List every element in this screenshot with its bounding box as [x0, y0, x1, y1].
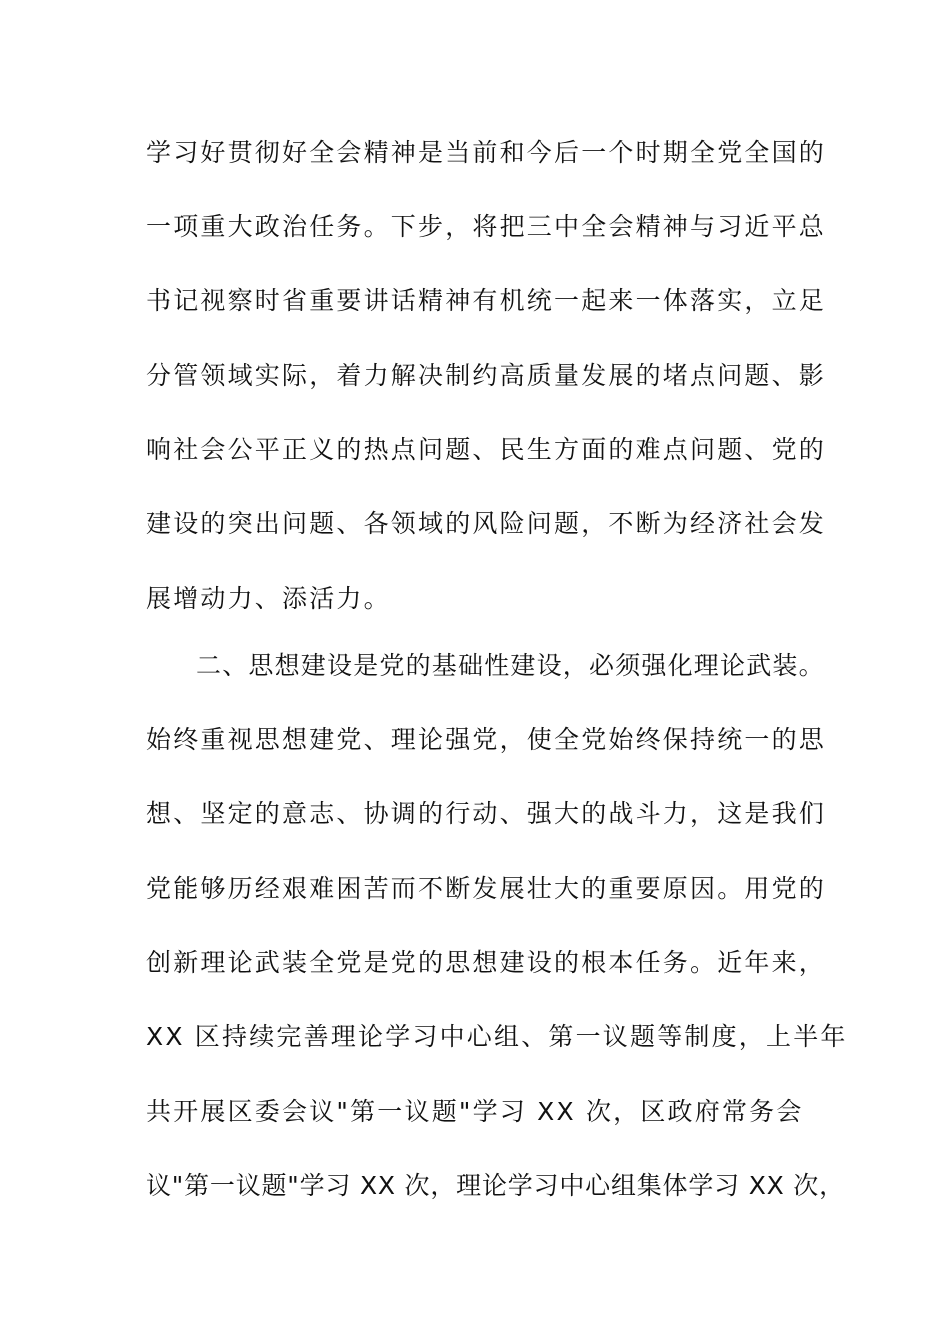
- text-line-10: 想、坚定的意志、协调的行动、强大的战斗力，这是我们: [146, 799, 827, 828]
- text-line-7: 展增动力、添活力。: [146, 584, 391, 613]
- text-line-6: 建设的突出问题、各领域的风险问题，不断为经济社会发: [146, 509, 827, 538]
- text-line-5: 响社会公平正义的热点问题、民生方面的难点问题、党的: [146, 435, 827, 464]
- text-line-9: 始终重视思想建党、理论强党，使全党始终保持统一的思: [146, 725, 827, 754]
- text-line-4: 分管领域实际，着力解决制约高质量发展的堵点问题、影: [146, 361, 827, 390]
- text-line-2: 一项重大政治任务。下步，将把三中全会精神与习近平总: [146, 212, 827, 241]
- text-line-13: XX 区持续完善理论学习中心组、第一议题等制度，上半年: [146, 1022, 848, 1051]
- text-line-1: 学习好贯彻好全会精神是当前和今后一个时期全党全国的: [146, 138, 827, 167]
- text-line-3: 书记视察时省重要讲话精神有机统一起来一体落实，立足: [146, 286, 827, 315]
- text-line-12: 创新理论武装全党是党的思想建设的根本任务。近年来，: [146, 948, 827, 977]
- text-line-15: 议"第一议题"学习 XX 次，理论学习中心组集体学习 XX 次，: [146, 1171, 845, 1200]
- text-line-14: 共开展区委会议"第一议题"学习 XX 次，区政府常务会: [146, 1097, 804, 1126]
- text-line-11: 党能够历经艰难困苦而不断发展壮大的重要原因。用党的: [146, 874, 827, 903]
- section-heading: 二、思想建设是党的基础性建设，必须强化理论武装。: [196, 651, 825, 680]
